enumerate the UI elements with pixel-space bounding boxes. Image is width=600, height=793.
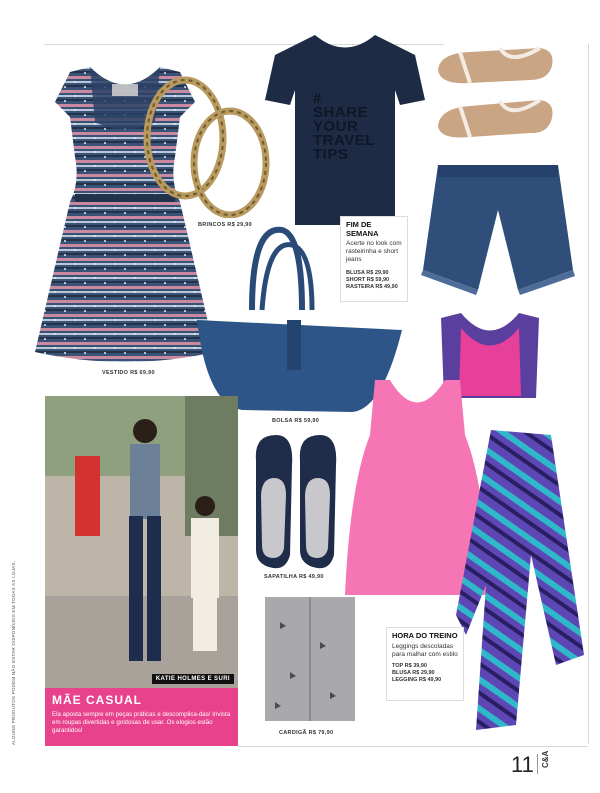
earrings-illustration [140,68,280,218]
shorts-illustration [418,160,578,295]
tshirt-print: # SHARE YOUR TRAVEL TIPS [313,90,375,163]
workout-prices [392,663,458,684]
frame-bottom [238,746,588,747]
photo-illustration [45,396,238,688]
editorial-body: Ela aposta sempre em peças práticas e descomplica-das! Invista em roupas divertidas e gostosas de usar. Os elogios estão garantidos! [52,711,231,734]
workout-title: HORA DO TREINO [392,631,458,640]
workout-desc: Leggings descoladas para malhar com estilo [392,642,458,658]
workout-price-leggings: LEGGING R$ 49,90 [392,676,442,683]
frame-right [588,44,589,744]
editorial-title: MÃE CASUAL [52,693,142,707]
availability-disclaimer: ALGUNS PRODUTOS PODEM NÃO ESTAR DISPONÍVEIS EM TODAS AS LOJAS. [11,560,16,745]
workout-price-top: TOP R$ 39,90 [392,662,427,669]
editorial-box [45,688,238,746]
weekend-price-blouse: BLUSA R$ 29,90 [346,270,389,276]
brand-label: C&A [541,750,550,768]
tshirt-product[interactable] [265,30,425,235]
weekend-price-sandals: RASTEIRA R$ 49,90 [346,284,398,290]
flats-illustration [246,430,346,570]
sandals-illustration [430,38,560,148]
bag-price-tag: BOLSA R$ 59,90 [272,418,320,424]
leggings-product[interactable] [456,425,586,735]
page-number: 11 [511,752,534,777]
shorts-product[interactable] [418,160,578,295]
weekend-title: FIM DE SEMANA [346,220,379,238]
workout-price-blouse: BLUSA R$ 29,90 [392,669,435,676]
earrings-price-tag: BRINCOS R$ 29,90 [198,222,253,228]
cardigan-product[interactable] [260,592,360,726]
dress-price-tag: VESTIDO R$ 69,90 [102,370,155,376]
weekend-desc: Acerte no look com rasteirinha e short jeans [346,240,402,263]
cardigan-price-tag: CARDIGÃ R$ 79,90 [279,730,334,736]
photo-caption: KATIE HOLMES E SURI [152,674,234,684]
celebrity-photo [45,396,238,688]
earrings-product[interactable] [140,68,280,218]
cardigan-illustration [260,592,360,726]
footer-separator [537,754,538,774]
sandals-product[interactable] [430,38,560,148]
leggings-illustration [456,425,586,735]
flats-price-tag: SAPATILHA R$ 49,90 [264,574,324,580]
weekend-price-shorts: SHORT R$ 59,90 [346,277,390,283]
flats-product[interactable] [246,430,346,570]
workout-info-box [386,627,464,701]
